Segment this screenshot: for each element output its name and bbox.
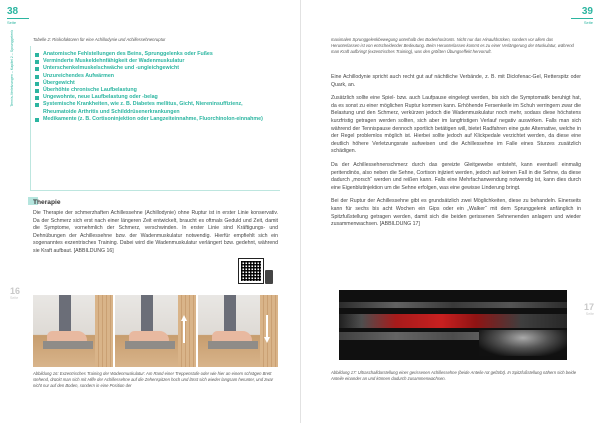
paragraph: Zusätzlich sollte eine Spiel- bzw. auch Laufpause eingelegt werden, bis sich die Symptomatik beruhigt hat, da es sonst zu einer möglichen Ruptur kommen kann. Erhöhende Fersenkeile im Schuh verringern zwar die Belastung und den Schmerz, verkürzen jedoch die Wadenmuskulatur noch mehr, sodass diese höchstens kurzfristig getragen werden sollten, sich aber im langfristigen Verlauf negativ auswirken. Falls man sich während der Tennispause dennoch sportlich betätigen will, bietet Radfahren eine gute Alternative, welche in der Regel problemlos möglich ist. Hierbei sollte jedoch auf Klickpedale verzichtet werden, da diese eine deutlich höhere Verletzungsrate aufweisen und die Achillessehne im Falle eines Sturzes zusätzlich schädigen. bbox=[331, 95, 581, 155]
list-item: Unzureichendes Aufwärmen bbox=[35, 73, 275, 80]
list-item: Verminderte Muskeldehnfähigkeit der Wadenmuskulatur bbox=[35, 58, 275, 65]
bullet-square-icon bbox=[35, 118, 39, 122]
bullet-square-icon bbox=[35, 67, 39, 71]
left-page-number: 38 bbox=[7, 6, 19, 17]
figure-16-caption-continued: maximalen Sprunggelenkbewegung unterhalb des Bodenhorizonts. Nicht nur das Hinaufdrücken, sondern vor allem das Herunterlassen ist von entscheidender Bedeutung. Beim Herunterlassen kommt es zu einer Verlängerung der Muskulatur, während man Kraft aufbringt (exzentrisches Training), was den größten Übungseffekt hervorruft. bbox=[331, 37, 574, 54]
right-margin-label: Seite bbox=[585, 312, 594, 316]
list-item: Überhöhte chronische Laufbelastung bbox=[35, 87, 275, 94]
list-item: Ungewohnte, neue Laufbelastung oder -belag bbox=[35, 94, 275, 101]
paragraph: Eine Achillodynie spricht auch recht gut auf nächtliche Verbände, z. B. mit Diclofenac-Gel, Retterspitz oder Quark, an. bbox=[331, 74, 581, 88]
risk-factor-list bbox=[35, 51, 275, 123]
left-page-label: Seite bbox=[7, 18, 29, 25]
section-heading: Therapie bbox=[33, 199, 61, 206]
figure-17-caption: Abbildung 17: Ultraschalldarstellung einer gerissenen Achillessehne (beide Anteile rot gefärbt). In Spitzfußstellung nähern sich beide Anteile einander an und können dadurch zusammenwachsen. bbox=[331, 370, 577, 381]
exercise-photo-strip bbox=[33, 295, 278, 367]
figure-16-caption: Abbildung 16: Exzentrisches Training der Wadenmuskulatur: Am Rand einer Treppenstufe oder wie hier an einem schrägen Brett stehend, drückt man sich mit Hilfe der Achillessehne auf die Zehenspitzen hoch und lässt sich wieder langsam herunter, und zwar nicht nur auf den Boden, sondern in eine Position der bbox=[33, 371, 274, 388]
list-item: Medikamente (z. B. Cortisoninjektion oder Langzeiteinnahme, Fluorchinolon-einnahme) bbox=[35, 116, 275, 123]
exercise-photo-1 bbox=[33, 295, 113, 367]
list-item: Übergewicht bbox=[35, 80, 275, 87]
right-page-label: Seite bbox=[571, 18, 593, 25]
right-page bbox=[300, 0, 600, 423]
qr-code-icon[interactable] bbox=[238, 258, 264, 284]
paragraph: Bei der Ruptur der Achillessehne gibt es grundsätzlich zwei Möglichkeiten, diese zu behandeln. Einerseits kann für sechs bis acht Wochen ein Gips oder ein „Walker“ mit dem Sprunggelenk anfänglich in Spitzfußstellung getragen werden, damit sich die beiden gerissenen Sehnenenden anlagern und wieder zusammenwachsen. [ABBILDUNG 17] bbox=[331, 198, 581, 228]
ultrasound-image bbox=[339, 290, 567, 360]
list-item: Anatomische Fehlstellungen des Beins, Sprunggelenks oder Fußes bbox=[35, 51, 275, 58]
bullet-square-icon bbox=[35, 103, 39, 107]
bullet-square-icon bbox=[35, 53, 39, 57]
left-page-number-box bbox=[7, 6, 29, 26]
table-caption: Tabelle 2: Risikofaktoren für eine Achillodynie und Achillessehnenruptur bbox=[33, 37, 166, 42]
right-margin-number: 17 bbox=[583, 302, 594, 312]
video-film-icon bbox=[265, 270, 273, 284]
paragraph: Da der Achillessehnenschmerz durch das gereizte Gleitgewebe entsteht, kann eventuell einmalig peritendinös, also neben die Sehne, Cortison injiziert werden, jedoch auf keinen Fall in die Sehne, da diese dadurch „morsch“ werden und reißen kann. Falls eine Mehrfachanwendung notwendig ist, kann dies durch eine Eigenblutinjektion um die Sehne erfolgen, was eine gewisse Linderung bringt. bbox=[331, 161, 581, 191]
bullet-square-icon bbox=[35, 89, 39, 93]
chapter-side-strip: Tennis-Verletzungen – Kapitel 2 – Sprunggelenk bbox=[10, 30, 14, 107]
left-body-text: Die Therapie der schmerzhaften Achillessehne (Achillodynie) ohne Ruptur ist in erster Linie konservativ. Da der Schmerz sich erst nach einer längeren Zeit entwickelt, braucht es oftmals Geduld und Zeit, damit die Symptome, vornehmlich der Schmerz, verschwinden. In erster Linie sind Kräftigungs- und Dehnübungen der Achillessehne bzw. der Wadenmuskulatur notwendig. Hierfür empfiehlt sich ein sogenanntes exzentrisches Training. Dabei wird die Wadenmuskulatur verlängert bzw. gedehnt, während sie Kraft aufbaut. [ABBILDUNG 16] bbox=[33, 210, 278, 254]
right-page-number-box bbox=[571, 6, 593, 26]
arrow-down-icon bbox=[264, 315, 270, 343]
bullet-square-icon bbox=[35, 96, 39, 100]
list-item: Unterschenkelmuskelschwäche und -ungleichgewicht bbox=[35, 65, 275, 72]
arrow-up-icon bbox=[181, 315, 187, 343]
left-margin-page-number bbox=[10, 286, 20, 300]
right-margin-page-number bbox=[584, 302, 594, 316]
bullet-square-icon bbox=[35, 60, 39, 64]
list-item: Systemische Krankheiten, wie z. B. Diabetes mellitus, Gicht, Niereninsuffizienz, Rheumatoide Arthritis und Schilddrüsenerkrankungen bbox=[35, 101, 275, 115]
right-page-number: 39 bbox=[581, 6, 593, 17]
left-margin-label: Seite bbox=[10, 296, 19, 300]
right-body-text bbox=[331, 74, 581, 235]
bullet-square-icon bbox=[35, 75, 39, 79]
exercise-photo-3 bbox=[198, 295, 278, 367]
bullet-square-icon bbox=[35, 82, 39, 86]
exercise-photo-2 bbox=[115, 295, 195, 367]
left-margin-number: 16 bbox=[10, 286, 21, 296]
